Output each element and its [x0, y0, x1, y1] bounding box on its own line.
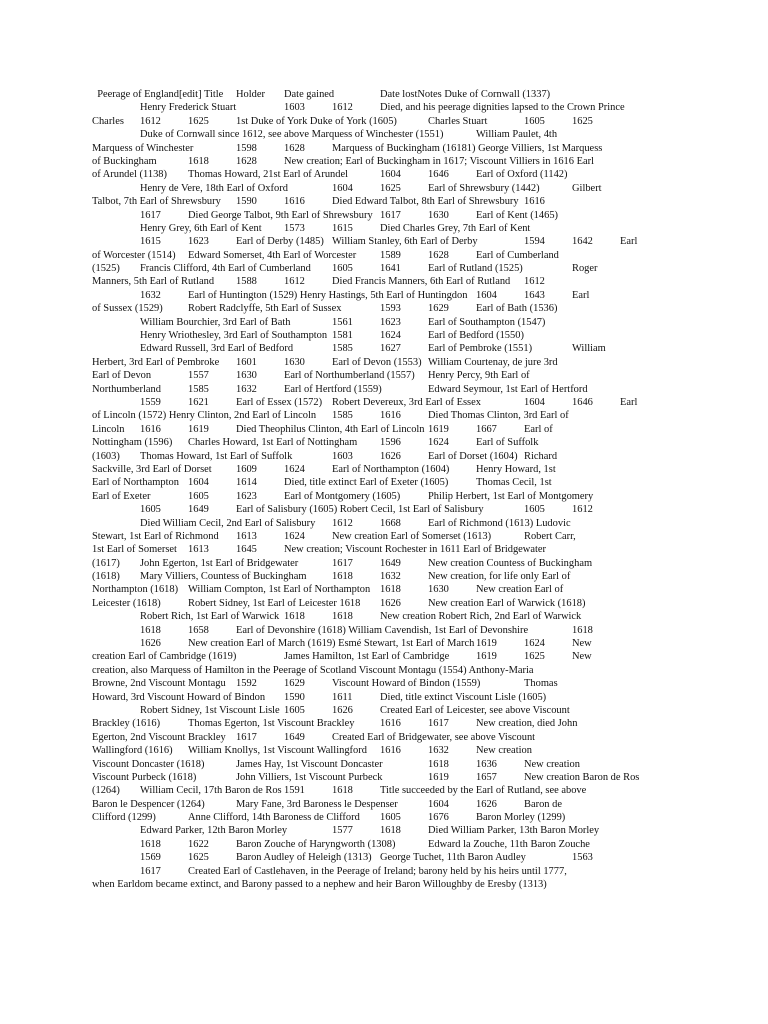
- text-line: Viscount Purbeck (1618) John Villiers, 1st Viscount Purbeck 1619 1657 New creation Baron de Ros: [92, 771, 640, 783]
- text-line: Henry de Vere, 18th Earl of Oxford 1604 1625 Earl of Shrewsbury (1442) Gilbert: [92, 182, 602, 194]
- text-line: (1525) Francis Clifford, 4th Earl of Cumberland 1605 1641 Earl of Rutland (1525) Roger: [92, 263, 598, 275]
- text-line: 1618 1622 Baron Zouche of Haryngworth (1308) Edward la Zouche, 11th Baron Zouche: [92, 838, 590, 850]
- text-line: of Sussex (1529) Robert Radclyffe, 5th Earl of Sussex 1593 1629 Earl of Bath (1536): [92, 303, 558, 315]
- text-line: 1626 New creation Earl of March (1619) Esmé Stewart, 1st Earl of March 1619 1624 New: [92, 638, 592, 650]
- text-line: Earl of Northampton 1604 1614 Died, title extinct Earl of Exeter (1605) Thomas Cecil, 1st: [92, 477, 552, 489]
- text-line: creation, also Marquess of Hamilton in the Peerage of Scotland Viscount Montagu (1554) Anthony-Maria: [92, 664, 534, 676]
- text-line: Clifford (1299) Anne Clifford, 14th Baroness de Clifford 1605 1676 Baron Morley (1299): [92, 812, 566, 824]
- text-line: Viscount Doncaster (1618) James Hay, 1st Viscount Doncaster 1618 1636 New creation: [92, 758, 580, 770]
- document-text: [92, 88, 677, 891]
- text-line: Brackley (1616) Thomas Egerton, 1st Viscount Brackley 1616 1617 New creation, died John: [92, 718, 578, 730]
- text-line: Nottingham (1596) Charles Howard, 1st Earl of Nottingham 1596 1624 Earl of Suffolk: [92, 437, 539, 449]
- text-line: Peerage of England[edit] Title Holder Date gained Date lostNotes Duke of Cornwall (1337): [92, 89, 551, 100]
- text-line: of Worcester (1514) Edward Somerset, 4th Earl of Worcester 1589 1628 Earl of Cumberland: [92, 249, 559, 261]
- text-line: (1603) Thomas Howard, 1st Earl of Suffolk 1603 1626 Earl of Dorset (1604) Richard: [92, 450, 558, 462]
- text-line: Manners, 5th Earl of Rutland 1588 1612 Died Francis Manners, 6th Earl of Rutland 1612: [92, 276, 545, 288]
- text-line: Herbert, 3rd Earl of Pembroke 1601 1630 Earl of Devon (1553) William Courtenay, de jure 3rd: [92, 356, 558, 368]
- text-line: Charles 1612 1625 1st Duke of York Duke of York (1605) Charles Stuart 1605 1625: [92, 115, 593, 127]
- text-line: 1618 1658 Earl of Devonshire (1618) William Cavendish, 1st Earl of Devonshire 1618: [92, 624, 593, 636]
- text-line: 1605 1649 Earl of Salisbury (1605) Robert Cecil, 1st Earl of Salisbury 1605 1612: [92, 504, 593, 516]
- text-line: 1617 Died George Talbot, 9th Earl of Shrewsbury 1617 1630 Earl of Kent (1465): [92, 209, 559, 221]
- text-line: (1618) Mary Villiers, Countess of Buckingham 1618 1632 New creation, for life only Earl of: [92, 571, 571, 583]
- text-line: Wallingford (1616) William Knollys, 1st Viscount Wallingford 1616 1632 New creation: [92, 745, 532, 757]
- text-line: 1632 Earl of Huntington (1529) Henry Hastings, 5th Earl of Huntingdon 1604 1643 Earl: [92, 289, 590, 301]
- text-line: William Bourchier, 3rd Earl of Bath 1561 1623 Earl of Southampton (1547): [92, 316, 546, 328]
- text-line: Northampton (1618) William Compton, 1st Earl of Northampton 1618 1630 New creation Earl of: [92, 584, 564, 596]
- text-line: Edward Russell, 3rd Earl of Bedford 1585 1627 Earl of Pembroke (1551) William: [92, 343, 606, 355]
- text-line: of Lincoln (1572) Henry Clinton, 2nd Earl of Lincoln 1585 1616 Died Thomas Clinton, 3rd Earl of: [92, 410, 569, 422]
- text-line: Duke of Cornwall since 1612, see above Marquess of Winchester (1551) William Paulet, 4th: [92, 129, 558, 141]
- text-line: Howard, 3rd Viscount Howard of Bindon 1590 1611 Died, title extinct Viscount Lisle (1605): [92, 691, 547, 703]
- text-line: 1617 Created Earl of Castlehaven, in the Peerage of Ireland; barony held by his heirs until 1777,: [92, 865, 567, 877]
- text-line: Marquess of Winchester 1598 1628 Marquess of Buckingham (16181) George Villiers, 1st Marquess: [92, 142, 603, 154]
- text-line: Egerton, 2nd Viscount Brackley 1617 1649 Created Earl of Bridgewater, see above Viscount: [92, 731, 536, 743]
- text-line: Robert Sidney, 1st Viscount Lisle 1605 1626 Created Earl of Leicester, see above Viscount: [92, 704, 570, 716]
- text-line: 1569 1625 Baron Audley of Heleigh (1313) George Tuchet, 11th Baron Audley 1563: [92, 852, 593, 864]
- text-line: 1615 1623 Earl of Derby (1485) William Stanley, 6th Earl of Derby 1594 1642 Earl: [92, 236, 638, 248]
- text-line: when Earldom became extinct, and Barony passed to a nephew and heir Baron Willoughby de Eresby (1313): [92, 879, 547, 891]
- text-line: Edward Parker, 12th Baron Morley 1577 1618 Died William Parker, 13th Baron Morley: [92, 825, 600, 837]
- text-line: of Buckingham 1618 1628 New creation; Earl of Buckingham in 1617; Viscount Villiers in 1616 Earl: [92, 155, 594, 167]
- text-line: Browne, 2nd Viscount Montagu 1592 1629 Viscount Howard of Bindon (1559) Thomas: [92, 678, 558, 690]
- text-line: Lincoln 1616 1619 Died Theophilus Clinton, 4th Earl of Lincoln 1619 1667 Earl of: [92, 423, 553, 435]
- text-line: creation Earl of Cambridge (1619) James Hamilton, 1st Earl of Cambridge 1619 1625 New: [92, 651, 592, 663]
- text-line: Earl of Devon 1557 1630 Earl of Northumberland (1557) Henry Percy, 9th Earl of: [92, 370, 530, 382]
- text-line: 1559 1621 Earl of Essex (1572) Robert Devereux, 3rd Earl of Essex 1604 1646 Earl: [92, 396, 638, 408]
- text-line: Baron le Despencer (1264) Mary Fane, 3rd Baroness le Despenser 1604 1626 Baron de: [92, 798, 562, 810]
- text-line: Northumberland 1585 1632 Earl of Hertford (1559) Edward Seymour, 1st Earl of Hertford: [92, 383, 588, 395]
- text-line: Earl of Exeter 1605 1623 Earl of Montgomery (1605) Philip Herbert, 1st Earl of Montgomery: [92, 490, 594, 502]
- text-line: Leicester (1618) Robert Sidney, 1st Earl of Leicester 1618 1626 New creation Earl of Warwick (1618): [92, 597, 586, 609]
- text-line: Henry Grey, 6th Earl of Kent 1573 1615 Died Charles Grey, 7th Earl of Kent: [92, 222, 531, 234]
- text-line: 1st Earl of Somerset 1613 1645 New creation; Viscount Rochester in 1611 Earl of Bridgewater: [92, 544, 546, 556]
- text-line: Henry Wriothesley, 3rd Earl of Southampton 1581 1624 Earl of Bedford (1550): [92, 330, 524, 342]
- text-line: Talbot, 7th Earl of Shrewsbury 1590 1616 Died Edward Talbot, 8th Earl of Shrewsbury 1616: [92, 196, 545, 208]
- text-line: Sackville, 3rd Earl of Dorset 1609 1624 Earl of Northampton (1604) Henry Howard, 1st: [92, 463, 556, 475]
- text-line: Robert Rich, 1st Earl of Warwick 1618 1618 New creation Robert Rich, 2nd Earl of Warwick: [92, 611, 582, 623]
- text-line: Henry Frederick Stuart 1603 1612 Died, and his peerage dignities lapsed to the Crown Prince: [92, 102, 625, 114]
- text-line: (1617) John Egerton, 1st Earl of Bridgewater 1617 1649 New creation Countess of Buckingham: [92, 557, 593, 569]
- text-line: Died William Cecil, 2nd Earl of Salisbury 1612 1668 Earl of Richmond (1613) Ludovic: [92, 517, 571, 529]
- text-line: of Arundel (1138) Thomas Howard, 21st Earl of Arundel 1604 1646 Earl of Oxford (1142): [92, 169, 568, 181]
- text-line: (1264) William Cecil, 17th Baron de Ros 1591 1618 Title succeeded by the Earl of Rutland, see above: [92, 785, 587, 797]
- text-line: Stewart, 1st Earl of Richmond 1613 1624 New creation Earl of Somerset (1613) Robert Carr,: [92, 530, 576, 542]
